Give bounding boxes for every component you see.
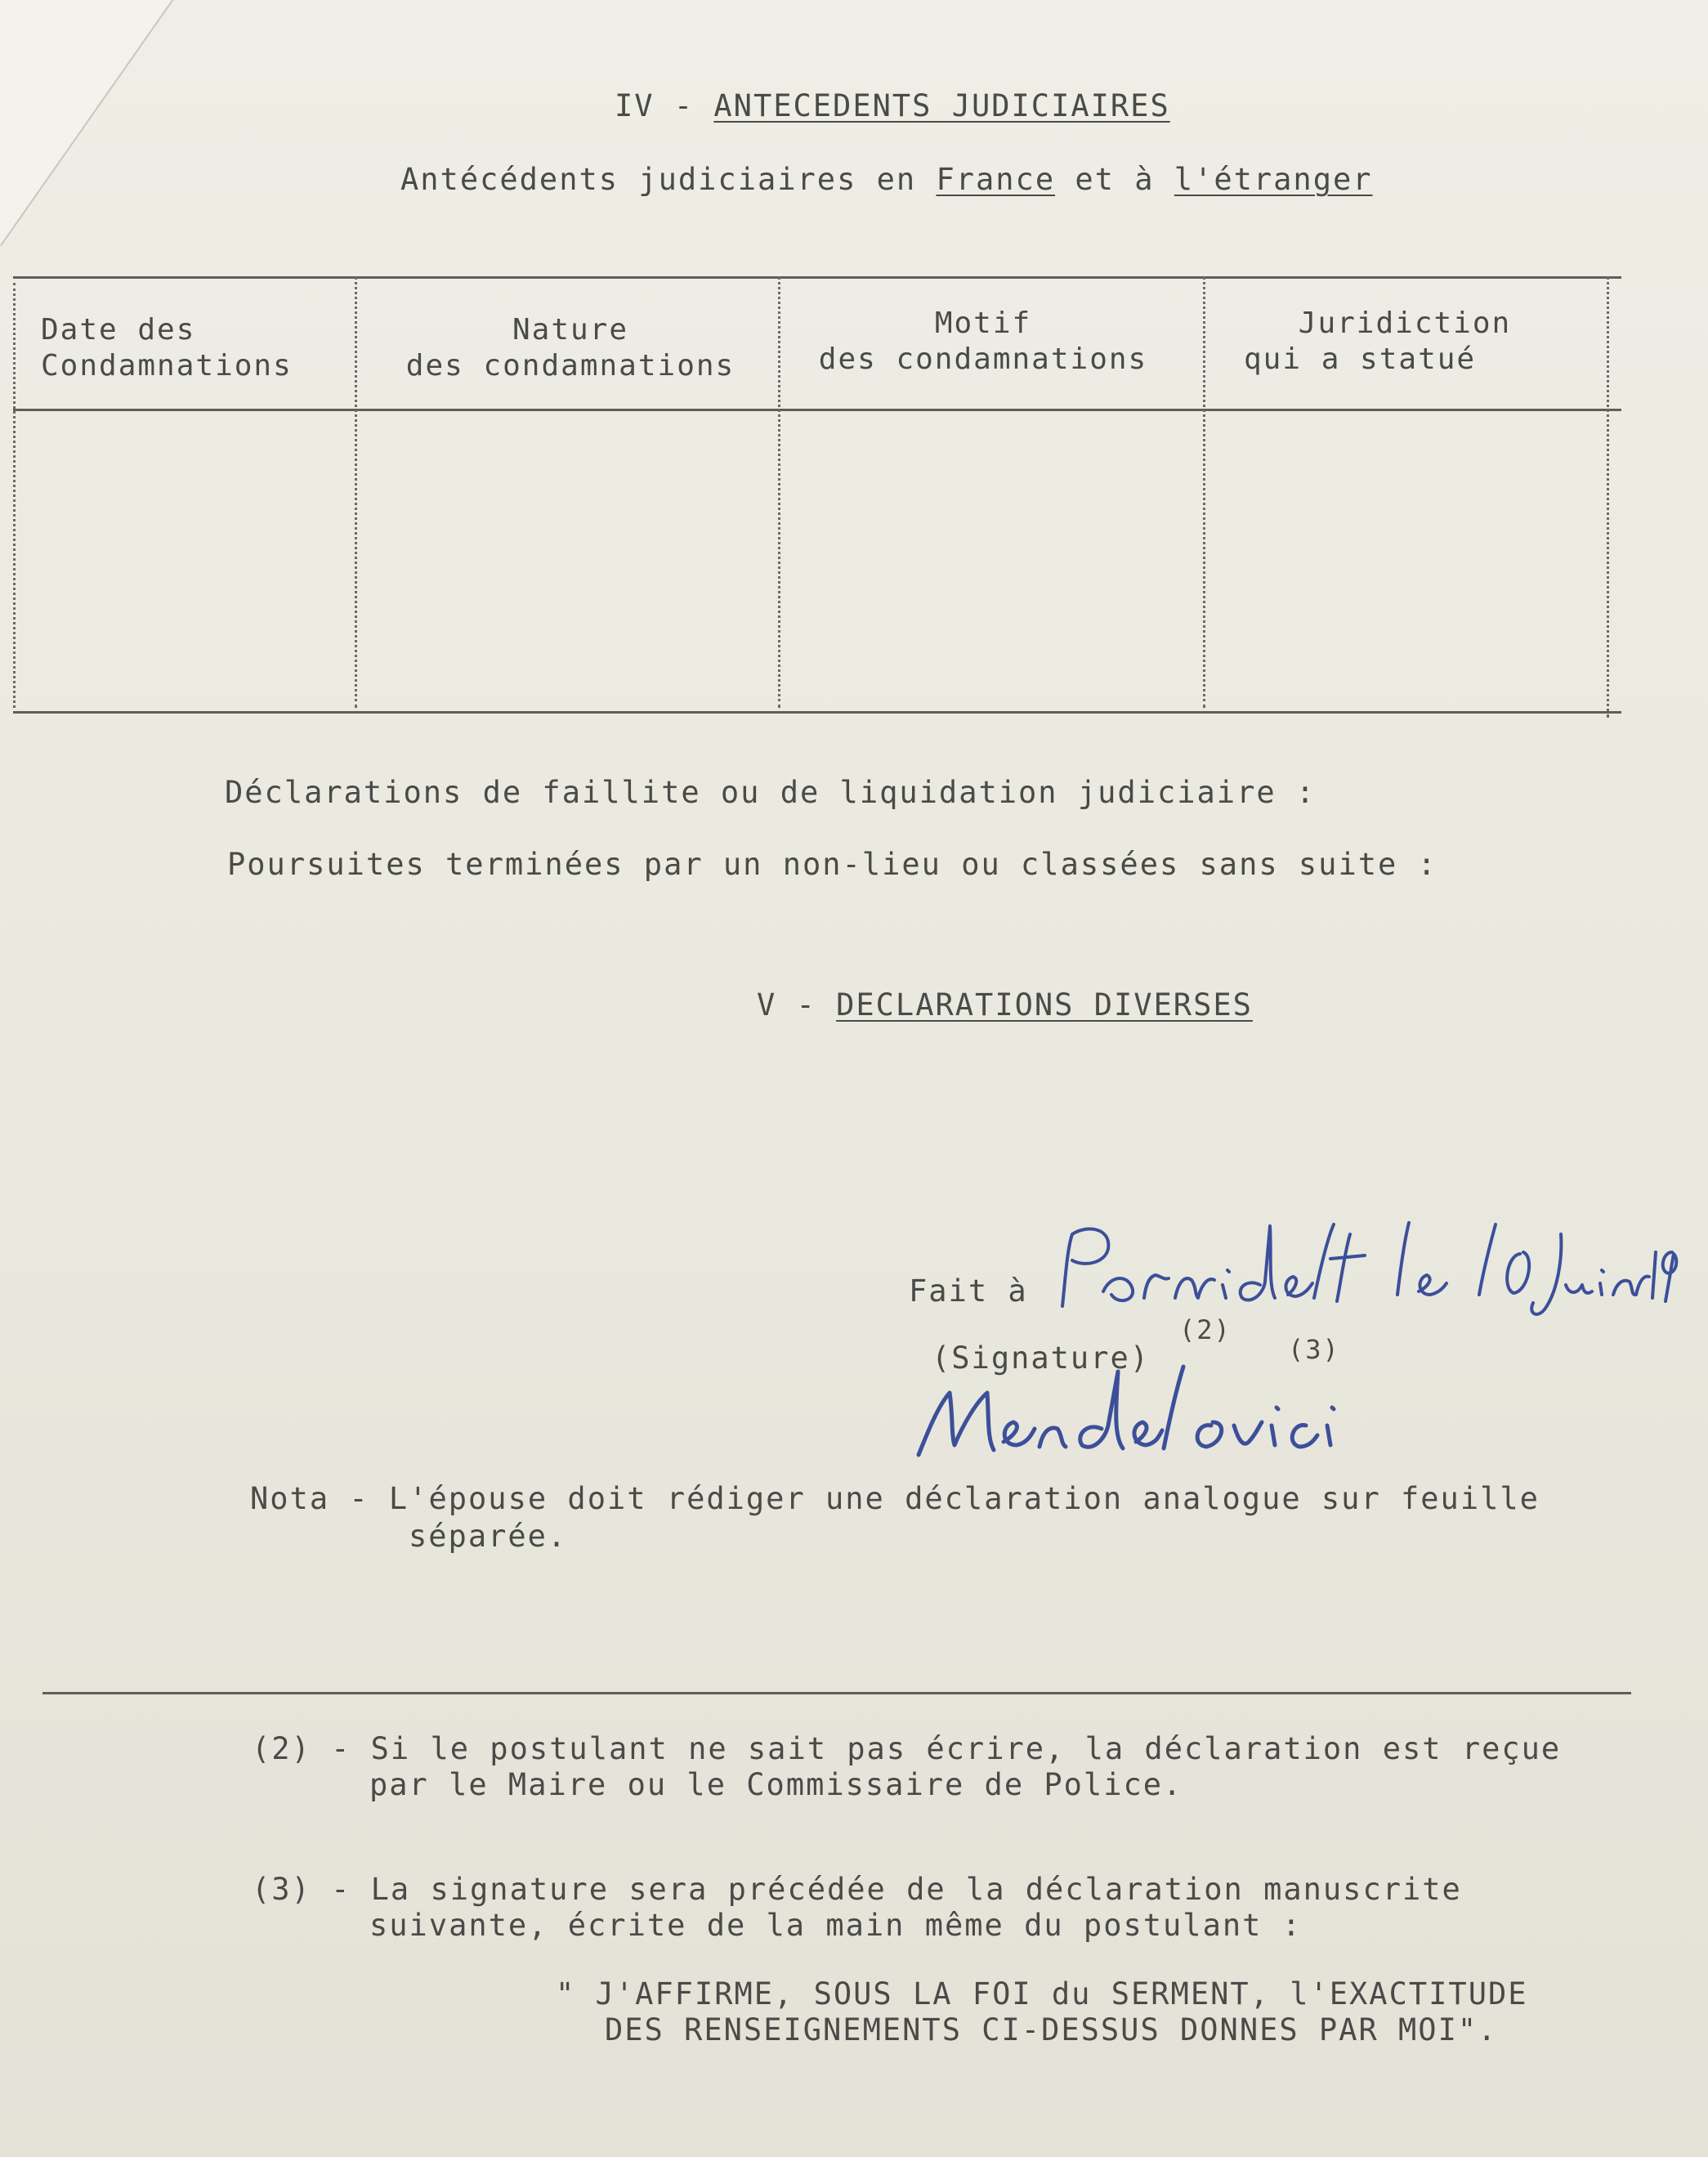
table-column-divider bbox=[778, 276, 780, 708]
fait-a-label: Fait à bbox=[909, 1273, 1028, 1309]
handwritten-place-date bbox=[1054, 1210, 1692, 1327]
handwritten-signature bbox=[909, 1357, 1530, 1483]
footnote-3-line-2: suivante, écrite de la main même du postulant : bbox=[369, 1908, 1302, 1943]
subtitle-france: France bbox=[936, 162, 1056, 197]
section-v-title: DECLARATIONS DIVERSES bbox=[836, 987, 1253, 1023]
signature-label: (Signature) bbox=[932, 1340, 1151, 1376]
section-iv-heading bbox=[615, 88, 1170, 123]
section-v-number: V - bbox=[757, 987, 837, 1023]
table-column-divider bbox=[355, 276, 357, 708]
table-header-rule bbox=[13, 409, 1621, 411]
section-iv-title: ANTECEDENTS JUDICIAIRES bbox=[713, 88, 1170, 123]
section-iv-subtitle bbox=[400, 162, 1373, 197]
footnote-ref-3: (3) bbox=[1288, 1334, 1340, 1365]
footnote-ref-2: (2) bbox=[1179, 1314, 1232, 1345]
table-column-divider bbox=[13, 283, 16, 708]
declaration-poursuites: Poursuites terminées par un non-lieu ou classées sans suite : bbox=[227, 847, 1437, 882]
section-v-heading bbox=[757, 987, 1253, 1023]
handwritten-place-date-drawing bbox=[1054, 1210, 1692, 1324]
nota-line-2: séparée. bbox=[409, 1519, 568, 1554]
table-header-motif: Motif des condamnations bbox=[818, 307, 1148, 376]
table-header-juridiction: Juridiction qui a statué bbox=[1244, 307, 1512, 376]
subtitle-prefix: Antécédents judiciaires en bbox=[400, 162, 937, 197]
footnote-separator bbox=[42, 1692, 1631, 1694]
section-iv-number: IV - bbox=[615, 88, 714, 123]
declaration-faillite: Déclarations de faillite ou de liquidation judiciaire : bbox=[225, 775, 1317, 810]
table-column-divider bbox=[1203, 276, 1205, 708]
table-column-divider bbox=[1607, 276, 1609, 718]
table-top-rule bbox=[13, 276, 1621, 279]
affirmation-quote-line-1: " J'AFFIRME, SOUS LA FOI du SERMENT, l'EXACTITUDE bbox=[556, 1976, 1528, 2012]
footnote-2-line-1: (2) - Si le postulant ne sait pas écrire, la déclaration est reçue bbox=[252, 1731, 1562, 1766]
table-header-date: Date des Condamnations bbox=[41, 313, 293, 383]
table-bottom-rule bbox=[13, 711, 1621, 714]
handwritten-signature-drawing bbox=[909, 1357, 1530, 1479]
convictions-table bbox=[13, 276, 1621, 716]
footnote-3-line-1: (3) - La signature sera précédée de la déclaration manuscrite bbox=[252, 1872, 1462, 1907]
footnote-2-line-2: par le Maire ou le Commissaire de Police. bbox=[369, 1767, 1183, 1802]
subtitle-etranger: l'étranger bbox=[1174, 162, 1373, 197]
table-header-nature: Nature des condamnations bbox=[405, 313, 736, 383]
nota-line-1: Nota - L'épouse doit rédiger une déclaration analogue sur feuille bbox=[250, 1481, 1540, 1516]
subtitle-middle: et à bbox=[1055, 162, 1174, 197]
affirmation-quote-line-2: DES RENSEIGNEMENTS CI-DESSUS DONNES PAR MOI". bbox=[605, 2012, 1498, 2047]
